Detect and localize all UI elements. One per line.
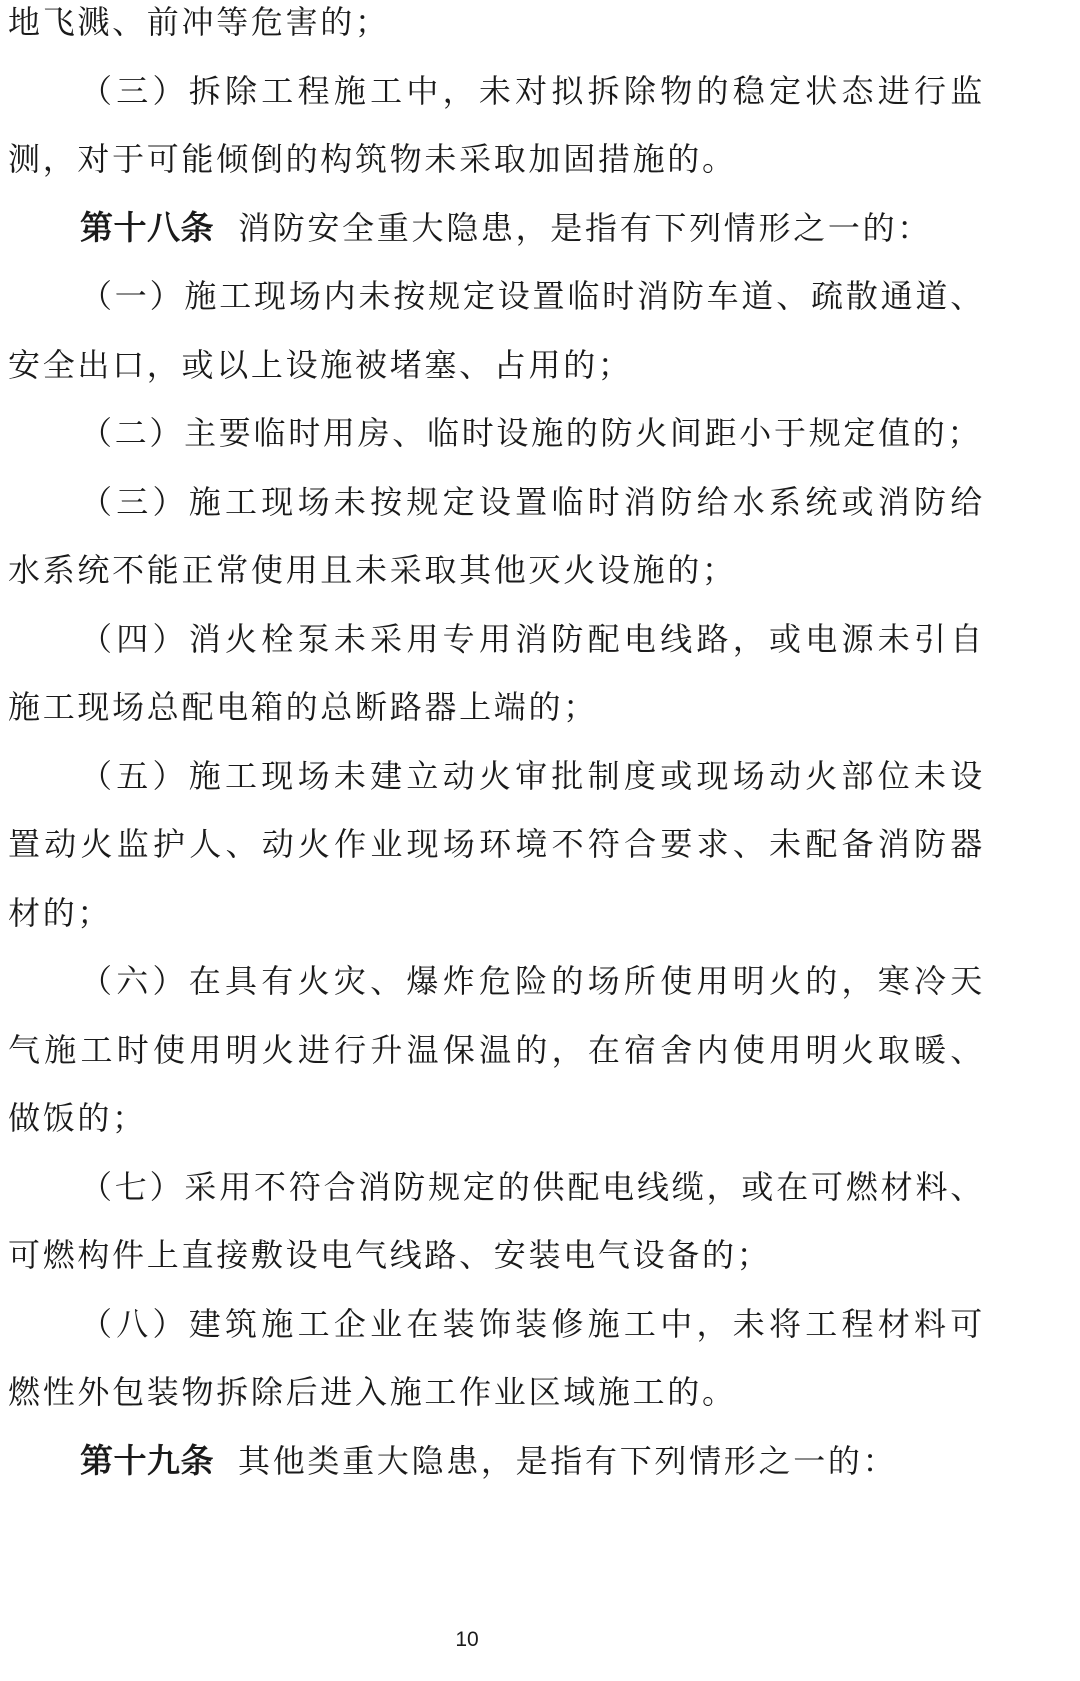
text-line: 施工现场总配电箱的总断路器上端的； [8,688,598,726]
text-line: 安全出口，或以上设施被堵塞、占用的； [8,345,633,384]
text-line: （五）施工现场未建立动火审批制度或现场动火部位未设 [80,756,985,795]
text-line: 气施工时使用明火进行升温保温的，在宿舍内使用明火取暖、 [8,1030,985,1069]
text-line: （四）消火栓泵未采用专用消防配电线路，或电源未引自 [80,619,985,658]
article-19 [80,1427,985,1496]
text-line: 燃性外包装物拆除后进入施工作业区域施工的。 [8,1373,737,1411]
article-heading: 第十八条 [80,207,214,247]
text-line: 地飞溅、前冲等危害的； [8,3,390,41]
article-text: 其他类重大隐患，是指有下列情形之一的： [238,1441,898,1480]
text-line: （二）主要临时用房、临时设施的防火间距小于规定值的； [80,414,983,452]
paragraph-continuation [8,0,1008,57]
text-line: （三）施工现场未按规定设置临时消防给水系统或消防给 [80,482,985,521]
text-line: 可燃构件上直接敷设电气线路、安装电气设备的； [8,1236,772,1274]
article-heading: 第十九条 [80,1440,214,1480]
article-18 [80,194,985,263]
article-text: 消防安全重大隐患，是指有下列情形之一的： [238,208,933,247]
paragraph-item-4 [8,605,1008,742]
paragraph-item-demolition-monitoring [8,57,1008,194]
text-line: （一）施工现场内未按规定设置临时消防车道、疏散通道、 [80,277,985,315]
paragraph-item-5 [8,742,1008,948]
document-body [8,0,1008,1495]
text-line: （六）在具有火灾、爆炸危险的场所使用明火的，寒冷天 [80,962,985,1000]
paragraph-item-8 [8,1290,1008,1427]
text-line: 做饭的； [8,1099,147,1137]
page-number: 10 [455,1628,479,1651]
text-line: （八）建筑施工企业在装饰装修施工中，未将工程材料可 [80,1304,985,1343]
paragraph-item-1 [8,262,1008,399]
text-line: （七）采用不符合消防规定的供配电线缆，或在可燃材料、 [80,1167,985,1206]
text-line: （三）拆除工程施工中，未对拟拆除物的稳定状态进行监 [80,71,985,110]
paragraph-item-7 [8,1153,1008,1290]
paragraph-item-2 [8,399,1008,468]
paragraph-item-6 [8,947,1008,1153]
text-line: 置动火监护人、动火作业现场环境不符合要求、未配备消防器 [8,825,985,863]
text-line: 水系统不能正常使用且未采取其他灭火设施的； [8,551,737,589]
paragraph-item-3 [8,468,1008,605]
text-line: 材的； [8,893,113,932]
text-line: 测，对于可能倾倒的构筑物未采取加固措施的。 [8,140,737,178]
